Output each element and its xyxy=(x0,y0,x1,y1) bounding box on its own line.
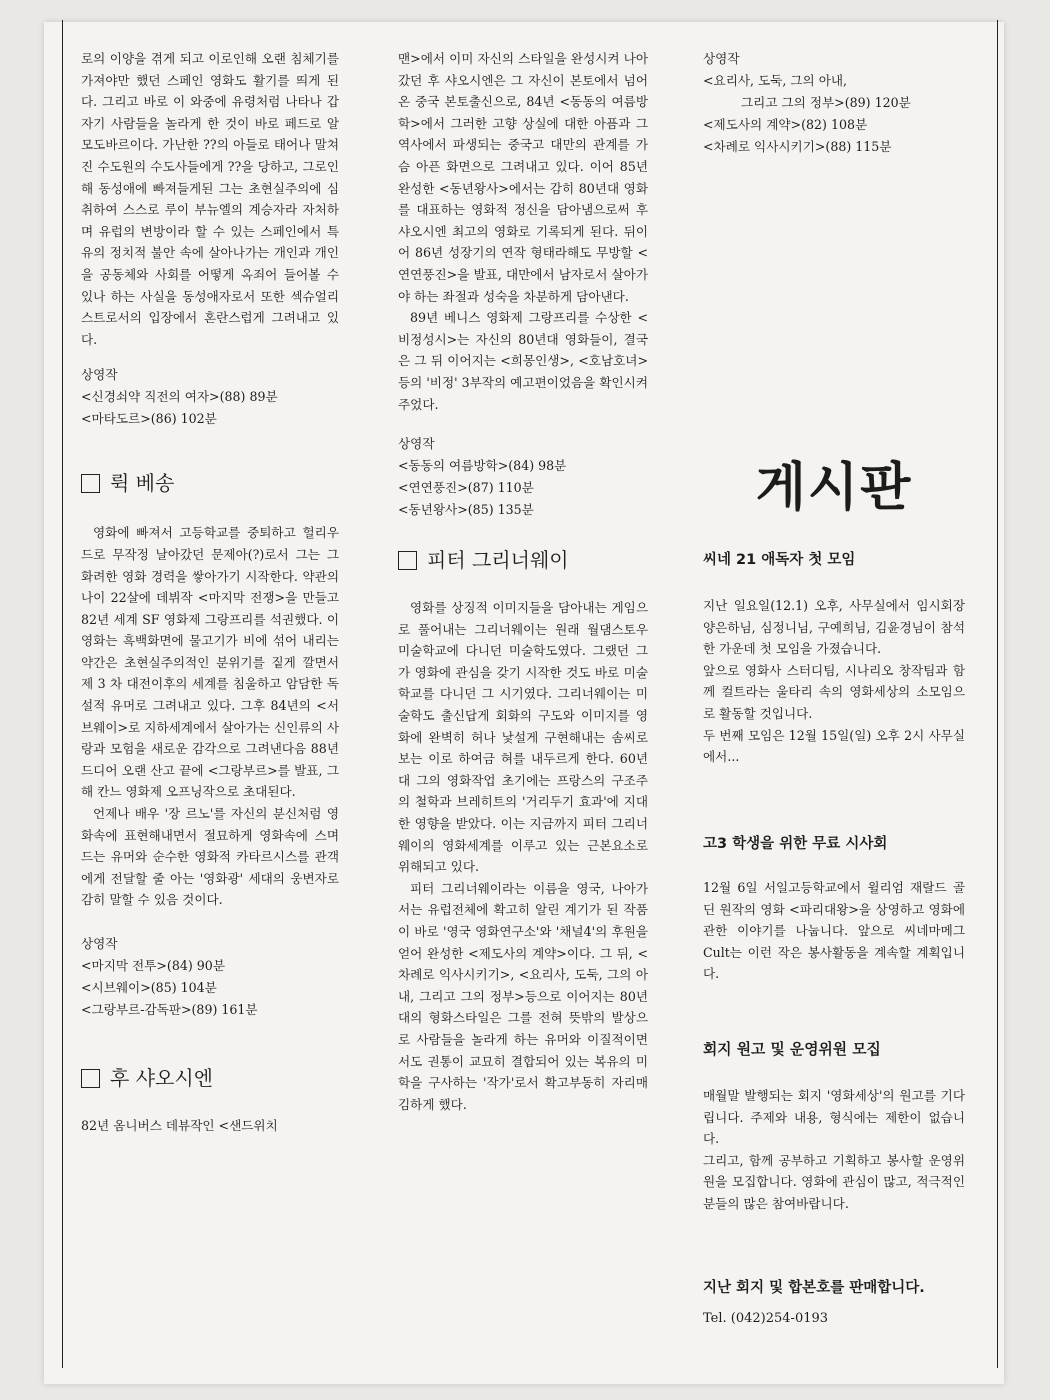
notice-title: 회지 원고 및 운영위원 모집 xyxy=(703,1041,881,1058)
section-title: 피터 그리너웨이 xyxy=(427,548,569,573)
section-heading-hou-hsiao-hsien xyxy=(81,1065,339,1091)
greenaway-paragraph-2: 피터 그리너웨이라는 이름을 영국, 나아가서는 유럽전체에 확고히 알린 계기가 된 작품이 바로 '영국 영화연구소'와 '채널4'의 후원을 얻어 완성한 <제도사의 계약>이다. 그 뒤, <차례로 익사시키기>, <요리사, 도둑, 그의 아내, 그리고 그의 정부>등으로 이어지는 80년대의 형화스타일은 그를 전혀 뜻밖의 발상으로 사람들을 놀라게 하는 유머와 이질적이면서도 권통이 교묘히 결합되어 있는 복유의 미학을 구사하는 '작가'로서 확고부동히 자리매김하게 했다. xyxy=(398,880,648,1112)
almodovar-paragraph: 로의 이양을 겪게 되고 이로인해 오랜 침체기를 가져야만 했던 스페인 영화도 활기를 띄게 된다. 그리고 바로 이 와중에 유령처럼 나타나 갑자기 사람들을 놀라게 한 것이 바로 페드로 알모도바르이다. 가난한 ??의 아들로 태어나 말쳐진 수도원의 수도사들에게 ??을 당하고, 그로인해 동성애에 빠져들게된 그는 초현실주의에 심취하여 스스로 루이 부뉴엘의 계승자라 자처하며 유럽의 변방이라 할 수 있는 스페인에서 특유의 정치적 불안 속에 살아나가는 개인과 개인을 공동체와 사회를 어떻게 옥죄어 들어볼 수 있나 하는 사실을 동성애자로서 또한 섹슈얼리스트로서의 입장에서 혼란스럽게 그려내고 있다. xyxy=(81,51,339,347)
notice-text: 12월 6일 서일고등학교에서 윌리엄 재랄드 골딘 원작의 영화 <파리대왕>을 상영하고 영화에 관한 이야기를 나눕니다. 앞으로 씨네마메그 Cult는 이런 작은 봉사활동을 계속할 계획입니다. xyxy=(703,880,965,982)
notice-back-issues xyxy=(703,1276,965,1326)
film-item: <마지막 전투>(84) 90분 xyxy=(81,958,225,973)
notice-free-screening xyxy=(703,832,965,985)
notice-title: 지난 회지 및 합본호를 판매합니다. xyxy=(703,1280,925,1296)
film-item: <동동의 여름방학>(84) 98분 xyxy=(398,458,567,474)
section-title: 후 샤오시엔 xyxy=(110,1066,213,1090)
film-item: <신경쇠약 직전의 여자>(88) 89분 xyxy=(81,389,278,405)
section-heading-luc-besson xyxy=(81,470,339,496)
newsletter-page xyxy=(62,20,998,1368)
film-item: <연연풍진>(87) 110분 xyxy=(398,480,534,496)
column-right xyxy=(703,48,965,1326)
notice-recruitment xyxy=(703,1038,965,1215)
phone-number: Tel. (042)254-0193 xyxy=(703,1311,829,1326)
notice-title: 씨네 21 애독자 첫 모임 xyxy=(703,552,856,568)
checkbox-square-icon xyxy=(81,1069,100,1088)
column-left xyxy=(81,48,339,1137)
film-item: <차례로 익사시키기>(88) 115분 xyxy=(703,139,892,154)
films-label: 상영작 xyxy=(81,936,118,951)
notice-reader-meeting xyxy=(703,548,965,768)
besson-paragraph-1: 영화에 빠져서 고등학교를 중퇴하고 헐리우드로 무작정 날아갔던 문제아(?)로서 그는 그 화려한 영화 경력을 쌓아가기 시작한다. 약관의 나이 22살에 데뷔작 <마지막 전쟁>을 만들고 82년 세계 SF 영화제 그랑프리를 석권했다. 이 영화는 흑백화면에 물고기가 비에 섞어 내리는 약간은 초현실주의적인 분위기를 짙게 깔면서 제 3 차 대전이후의 세계를 침울하고 암담한 독설적 유머로 그려내고 있다. 그후 84년의 <서브웨이>로 지하세계에서 살아가는 신인류의 사랑과 모험을 새로운 감각으로 그려낸다음 88년 드디어 오랜 산고 끝에 <그랑부르>를 발표, 그해 칸느 영화제 오프닝작으로 초대된다. xyxy=(81,525,339,800)
besson-paragraph-2: 언제나 배우 '장 르노'를 자신의 분신처럼 영화속에 표현해내면서 절묘하게 영화속에 스며드는 유머와 순수한 영화적 카타르시스를 관객에게 전달할 줄 아는 '영화광' 세대의 웅변자로 감히 말할 수 있음 것이다. xyxy=(81,806,339,908)
films-label: 상영작 xyxy=(398,436,435,452)
films-label: 상영작 xyxy=(81,367,118,383)
section-heading-peter-greenaway xyxy=(398,547,648,573)
hou-paragraph-start: 82년 옴니버스 데뷰작인 <샌드위치 xyxy=(81,1118,278,1133)
checkbox-square-icon xyxy=(81,474,100,493)
notice-text: 지난 일요일(12.1) 오후, 사무실에서 임시회장 양은하님, 심정니님, 구예희님, 김윤경님이 참석한 가운데 첫 모임을 가졌습니다. xyxy=(703,598,965,657)
film-item: 그리고 그의 정부>(89) 120분 xyxy=(741,95,911,110)
checkbox-square-icon xyxy=(398,551,417,570)
greenaway-paragraph-1: 영화를 상징적 이미지들을 담아내는 게임으로 풀어내는 그리너웨이는 원래 월댐스토우 미술학교에 다니던 미술학도였다. 그랬던 그가 영화에 관심을 갖기 시작한 것도 바로 미술학교를 다니던 그 시기였다. 그리너웨이는 미술학도 출신답게 회화의 구도와 이미지를 영화에 완벽히 허나 낯설게 구현해내는 솜씨로 보는 이로 하여금 혀를 내두르게 한다. 60년대 그의 영화작업 초기에는 프랑스의 구조주의 철학과 브레히트의 '거리두기 효과'에 지대한 영향을 받았다. 이는 지금까지 피터 그리너웨이의 영화세계를 이루고 있는 근본요소로 위해되고 있다. xyxy=(398,600,648,875)
notice-text: 그리고, 함께 공부하고 기획하고 봉사할 운영위원을 모집합니다. 영화에 관심이 많고, 적극적인 분들의 많은 참여바랍니다. xyxy=(703,1152,965,1211)
notice-text: 두 번째 모임은 12월 15일(일) 오후 2시 사무실에서... xyxy=(703,727,965,765)
notice-title: 고3 학생을 위한 무료 시사회 xyxy=(703,836,888,852)
film-item: <시브웨이>(85) 104분 xyxy=(81,980,217,995)
notice-text: 앞으로 영화사 스터디팀, 시나리오 창작팀과 함께 컬트라는 울타리 속의 영화세상의 소모임으로 활동할 것입니다. xyxy=(703,662,965,721)
film-item: <제도사의 계약>(82) 108분 xyxy=(703,117,868,132)
hou-paragraph-2: 89년 베니스 영화제 그랑프리를 수상한 <비정성시>는 자신의 80년대 영화들이, 결국은 그 뒤 이어지는 <희몽인생>, <호남호녀> 등의 '비정' 3부작의 예고편이었음을 확인시켜주었다. xyxy=(398,310,648,412)
film-item: <마타도르>(86) 102분 xyxy=(81,411,217,427)
film-item: <요리사, 도둑, 그의 아내, xyxy=(703,73,848,88)
notice-text: 매월말 발행되는 회지 '영화세상'의 원고를 기다립니다. 주제와 내용, 형식에는 제한이 없습니다. xyxy=(703,1088,965,1147)
hou-paragraph-1: 맨>에서 이미 자신의 스타일을 완성시켜 나아갔던 후 샤오시엔은 그 자신이 본토에서 넘어온 중국 본토출신으로, 84년 <동동의 여름방학>에서 그러한 고향 상실에 대한 아픔과 그 역사에서 파생되는 중국고 대만의 관계를 가슴 아픈 화면으로 그려내고 있다. 이어 85년 완성한 <동년왕사>에서는 감히 80년대 영화를 대표하는 영화적 정신을 담아냄으로써 후 샤오시엔 최고의 영화로 기록되게 된다. 뒤이어 86년 성장기의 연작 형태라해도 무방할 <연연풍진>을 발표, 대만에서 남자로서 살아가야 하는 좌절과 성숙을 차분하게 담아낸다. xyxy=(398,51,648,304)
film-item: <동년왕사>(85) 135분 xyxy=(398,502,534,518)
films-label: 상영작 xyxy=(703,51,740,66)
column-middle xyxy=(398,48,648,1115)
film-item: <그랑부르-감독판>(89) 161분 xyxy=(81,1002,258,1017)
bulletin-board-title: 게시판 xyxy=(755,458,913,518)
section-title: 뤽 베송 xyxy=(110,471,175,496)
